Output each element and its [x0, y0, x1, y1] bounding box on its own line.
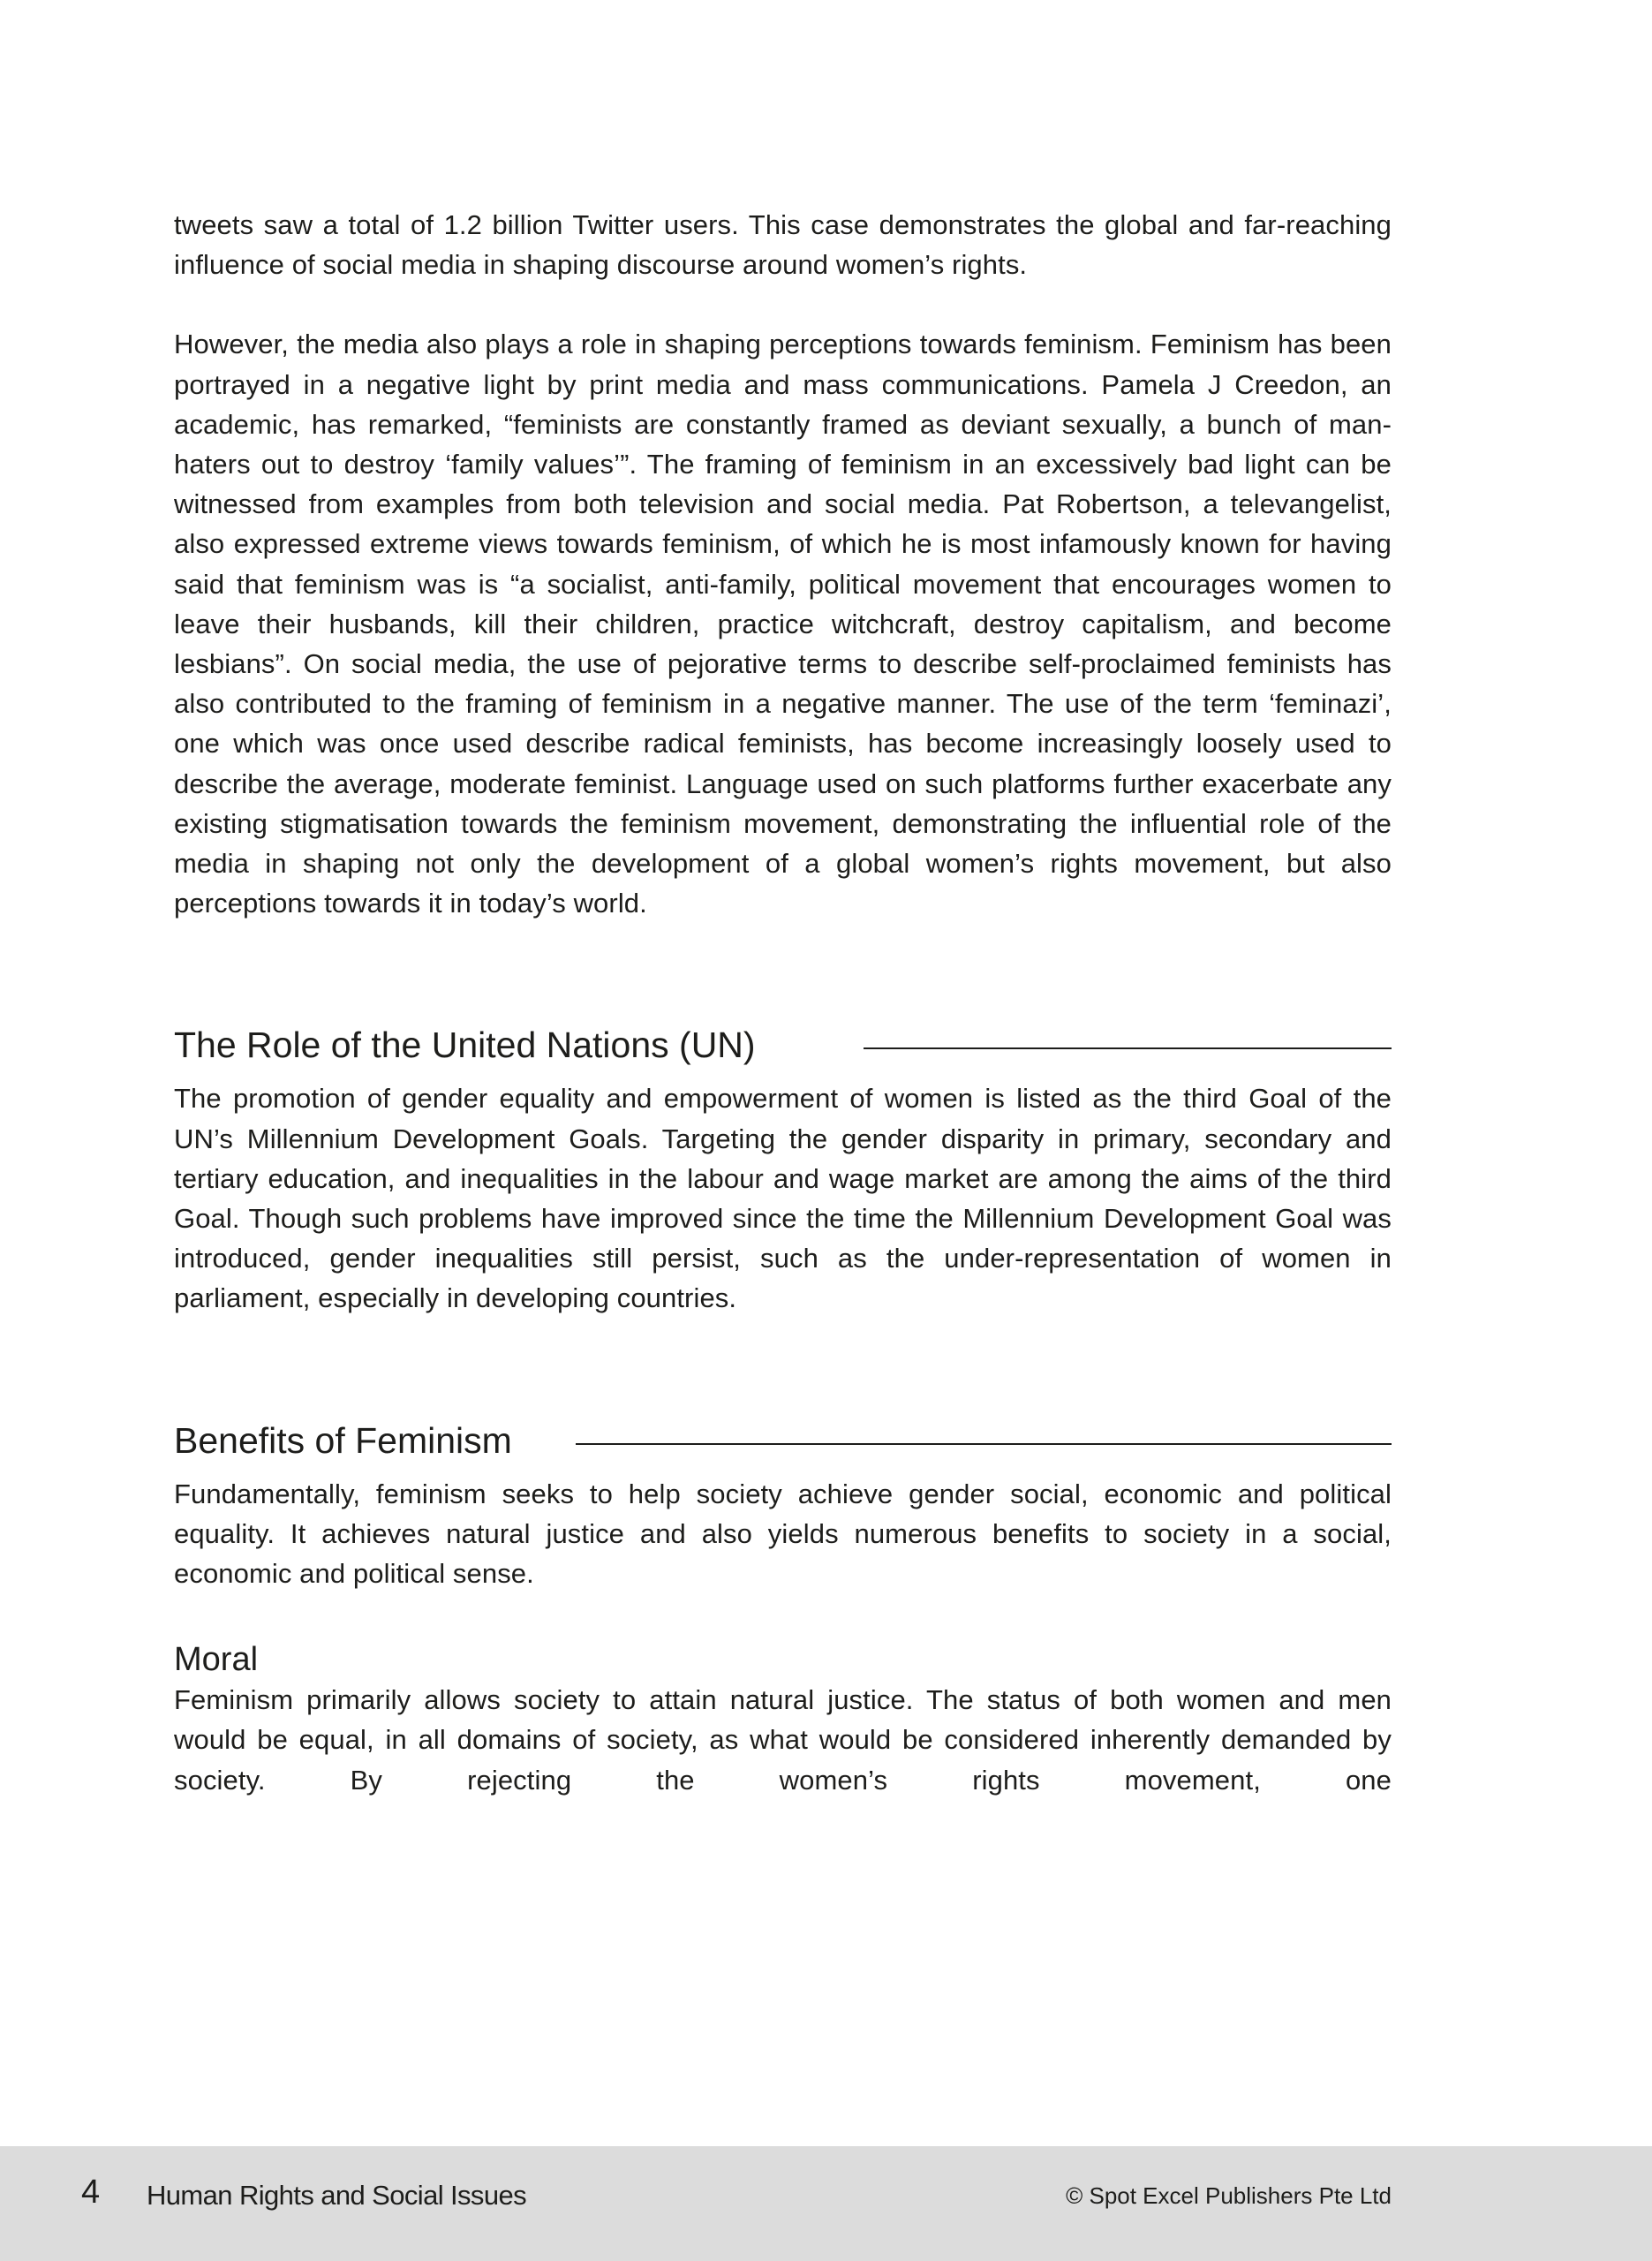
- benefits-section-header: [174, 1418, 1392, 1463]
- page-content: [174, 205, 1392, 1800]
- intro-paragraph: tweets saw a total of 1.2 billion Twitter users. This case demonstrates the global and far-reaching influence of social media in shaping discourse around women’s rights.: [174, 209, 1392, 281]
- moral-subheading: Moral: [174, 1641, 259, 1679]
- copyright-notice: © Spot Excel Publishers Pte Ltd: [1066, 2182, 1392, 2209]
- un-section-header: [174, 1022, 1392, 1068]
- un-section-title: The Role of the United Nations (UN): [174, 1025, 756, 1066]
- section-divider: [864, 1047, 1392, 1049]
- benefits-section-title: Benefits of Feminism: [174, 1419, 512, 1461]
- page-footer: [0, 2146, 1652, 2261]
- benefits-paragraph: Fundamentally, feminism seeks to help society achieve gender social, economic and political equality. It achieves natural justice and also yields numerous benefits to society in a social, economic and political sense.: [174, 1478, 1392, 1590]
- media-paragraph: However, the media also plays a role in shaping perceptions towards feminism. Feminism has been portrayed in a negative light by print media and mass communications. Pamela J Creedon, an academic, has remarked, “feminists are constantly framed as deviant sexually, a bunch of man-haters out to destroy ‘family values’”. The framing of feminism in an excessively bad light can be witnessed from examples from both television and social media. Pat Robertson, a televangelist, also expressed extreme views towards feminism, of which he is most infamously known for having said that feminism was is “a socialist, anti-family, political movement that encourages women to leave their husbands, kill their children, practice witchcraft, destroy capitalism, and become lesbians”. On social media, the use of pejorative terms to describe self-proclaimed feminists has also contributed to the framing of feminism in a negative manner. The use of the term ‘feminazi’, one which was once used describe radical feminists, has become increasingly loosely used to describe the average, moderate feminist. Language used on such platforms further exacerbate any existing stigmatisation towards the feminism movement, demonstrating the influential role of the media in shaping not only the development of a global women’s rights movement, but also perceptions towards it in today’s world.: [174, 329, 1392, 919]
- book-title: Human Rights and Social Issues: [147, 2180, 527, 2211]
- un-paragraph: The promotion of gender equality and empowerment of women is listed as the third Goal of the UN’s Millennium Development Goals. Targeting the gender disparity in primary, secondary and tertiary education, and inequalities in the labour and wage market are among the aims of the third Goal. Though such problems have improved since the time the Millennium Development Goal was introduced, gender inequalities still persist, such as the under-representation of women in parliament, especially in developing countries.: [174, 1083, 1392, 1314]
- moral-paragraph: Feminism primarily allows society to attain natural justice. The status of both women and men would be equal, in all domains of society, as what would be considered inherently demanded by society. By rejecting the women’s rights movement, one: [174, 1684, 1392, 1796]
- page-number: 4: [81, 2174, 101, 2211]
- section-divider: [576, 1443, 1392, 1445]
